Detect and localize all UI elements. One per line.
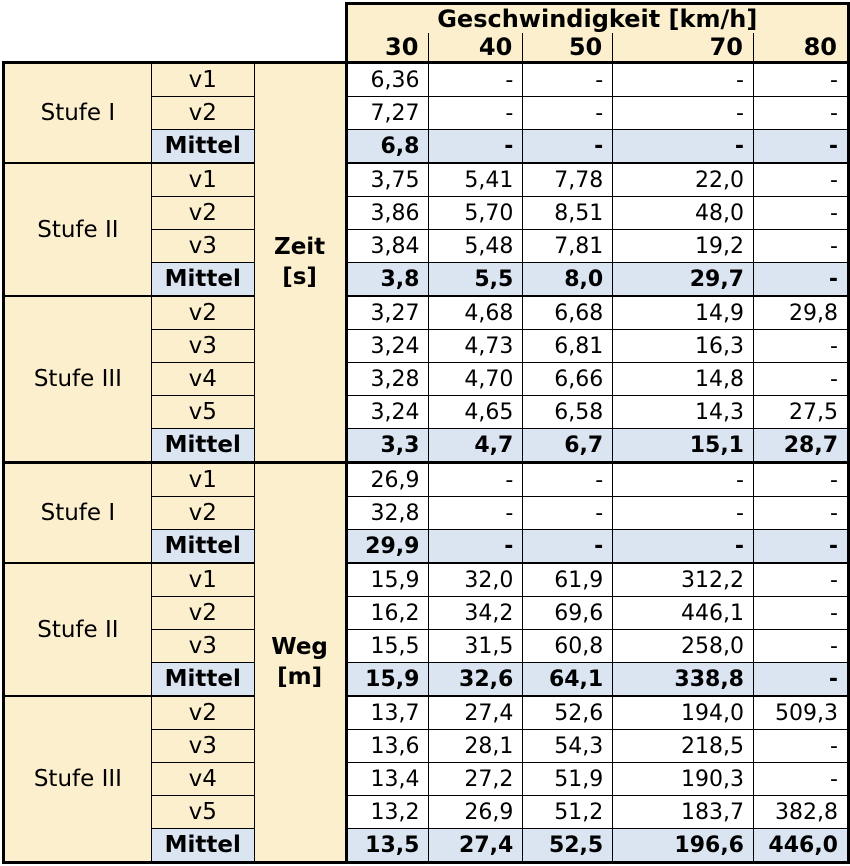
value-cell: 5,41	[429, 163, 523, 197]
value-cell: 3,84	[346, 230, 429, 263]
variant-label: v3	[151, 630, 254, 663]
mittel-value-cell: 4,7	[429, 429, 523, 463]
variant-label: v1	[151, 463, 254, 497]
speed-column-header: 70	[613, 33, 754, 63]
variant-label: v2	[151, 197, 254, 230]
value-cell: 27,5	[753, 396, 848, 429]
value-cell: 31,5	[429, 630, 523, 663]
value-cell: -	[613, 97, 754, 130]
value-cell: 6,81	[523, 330, 613, 363]
mittel-row-label: Mittel	[151, 429, 254, 463]
variant-label: v1	[151, 563, 254, 597]
mittel-value-cell: -	[753, 530, 848, 564]
value-cell: 29,8	[753, 296, 848, 330]
value-cell: 60,8	[523, 630, 613, 663]
unit-symbol: [m]	[277, 663, 323, 690]
variant-label: v5	[151, 396, 254, 429]
table-row	[4, 296, 849, 330]
variant-label: v4	[151, 763, 254, 796]
variant-label: v2	[151, 696, 254, 730]
unit-quantity: Zeit	[274, 233, 326, 260]
value-cell: 6,66	[523, 363, 613, 396]
value-cell: 15,9	[346, 563, 429, 597]
mittel-value-cell: -	[613, 530, 754, 564]
mittel-value-cell: 28,7	[753, 429, 848, 463]
table-row	[4, 696, 849, 730]
value-cell: 48,0	[613, 197, 754, 230]
value-cell: 14,8	[613, 363, 754, 396]
variant-label: v2	[151, 597, 254, 630]
value-cell: -	[753, 463, 848, 497]
stage-label: Stufe I	[4, 63, 152, 164]
value-cell: -	[429, 63, 523, 97]
mittel-row-label: Mittel	[151, 663, 254, 697]
value-cell: 51,9	[523, 763, 613, 796]
mittel-value-cell: 29,9	[346, 530, 429, 564]
value-cell: 382,8	[753, 796, 848, 829]
mittel-value-cell: 3,3	[346, 429, 429, 463]
value-cell: -	[523, 63, 613, 97]
variant-label: v1	[151, 63, 254, 97]
variant-label: v2	[151, 497, 254, 530]
value-cell: -	[753, 597, 848, 630]
value-cell: -	[753, 63, 848, 97]
mittel-value-cell: -	[429, 530, 523, 564]
table-row	[4, 463, 849, 497]
measurement-table	[2, 2, 850, 864]
value-cell: 54,3	[523, 730, 613, 763]
table-body	[4, 4, 849, 863]
value-cell: 3,24	[346, 330, 429, 363]
value-cell: -	[613, 63, 754, 97]
value-cell: -	[429, 97, 523, 130]
value-cell: 13,6	[346, 730, 429, 763]
mittel-value-cell: 29,7	[613, 263, 754, 297]
corner-spacer	[4, 4, 347, 34]
value-cell: 7,27	[346, 97, 429, 130]
value-cell: -	[613, 497, 754, 530]
variant-label: v1	[151, 163, 254, 197]
mittel-value-cell: -	[753, 663, 848, 697]
value-cell: 509,3	[753, 696, 848, 730]
variant-label: v3	[151, 230, 254, 263]
value-cell: 8,51	[523, 197, 613, 230]
value-cell: 194,0	[613, 696, 754, 730]
variant-label: v3	[151, 730, 254, 763]
value-cell: 52,6	[523, 696, 613, 730]
value-cell: -	[753, 97, 848, 130]
table-row	[4, 563, 849, 597]
mittel-row-label: Mittel	[151, 829, 254, 863]
value-cell: 69,6	[523, 597, 613, 630]
mittel-row-label: Mittel	[151, 130, 254, 164]
value-cell: -	[753, 630, 848, 663]
value-cell: -	[753, 730, 848, 763]
value-cell: 258,0	[613, 630, 754, 663]
mittel-value-cell: 6,8	[346, 130, 429, 164]
mittel-value-cell: 13,5	[346, 829, 429, 863]
stage-label: Stufe I	[4, 463, 152, 564]
value-cell: -	[753, 497, 848, 530]
mittel-value-cell: 5,5	[429, 263, 523, 297]
mittel-value-cell: -	[753, 263, 848, 297]
table-row	[4, 63, 849, 97]
value-cell: 28,1	[429, 730, 523, 763]
unit-quantity: Weg	[271, 633, 328, 660]
value-cell: -	[523, 97, 613, 130]
value-cell: 4,68	[429, 296, 523, 330]
value-cell: 4,70	[429, 363, 523, 396]
value-cell: 13,4	[346, 763, 429, 796]
value-cell: -	[429, 463, 523, 497]
value-cell: 4,73	[429, 330, 523, 363]
mittel-value-cell: -	[429, 130, 523, 164]
value-cell: 32,8	[346, 497, 429, 530]
value-cell: 3,75	[346, 163, 429, 197]
header-speed-row	[4, 33, 849, 63]
speed-column-header: 40	[429, 33, 523, 63]
value-cell: 6,68	[523, 296, 613, 330]
value-cell: 446,1	[613, 597, 754, 630]
value-cell: 183,7	[613, 796, 754, 829]
variant-label: v2	[151, 296, 254, 330]
value-cell: -	[753, 563, 848, 597]
variant-label: v3	[151, 330, 254, 363]
corner-spacer	[4, 33, 347, 63]
mittel-value-cell: 446,0	[753, 829, 848, 863]
value-cell: -	[429, 497, 523, 530]
value-cell: 6,58	[523, 396, 613, 429]
mittel-value-cell: 15,1	[613, 429, 754, 463]
speed-column-header: 50	[523, 33, 613, 63]
mittel-value-cell: -	[523, 530, 613, 564]
value-cell: -	[753, 330, 848, 363]
value-cell: 190,3	[613, 763, 754, 796]
mittel-value-cell: 3,8	[346, 263, 429, 297]
value-cell: 19,2	[613, 230, 754, 263]
value-cell: 22,0	[613, 163, 754, 197]
mittel-value-cell: 338,8	[613, 663, 754, 697]
value-cell: 27,2	[429, 763, 523, 796]
value-cell: 16,2	[346, 597, 429, 630]
value-cell: -	[613, 463, 754, 497]
value-cell: 3,86	[346, 197, 429, 230]
stage-label: Stufe III	[4, 696, 152, 863]
mittel-value-cell: -	[523, 130, 613, 164]
value-cell: 16,3	[613, 330, 754, 363]
mittel-value-cell: 196,6	[613, 829, 754, 863]
mittel-value-cell: 27,4	[429, 829, 523, 863]
variant-label: v4	[151, 363, 254, 396]
mittel-value-cell: 52,5	[523, 829, 613, 863]
value-cell: -	[753, 230, 848, 263]
value-cell: 5,48	[429, 230, 523, 263]
mittel-value-cell: 64,1	[523, 663, 613, 697]
speed-column-header: 80	[753, 33, 848, 63]
value-cell: 218,5	[613, 730, 754, 763]
unit-label	[254, 463, 346, 863]
header-title: Geschwindigkeit [km/h]	[346, 4, 848, 34]
value-cell: 14,3	[613, 396, 754, 429]
mittel-value-cell: 32,6	[429, 663, 523, 697]
value-cell: 14,9	[613, 296, 754, 330]
table-row	[4, 163, 849, 197]
value-cell: 26,9	[346, 463, 429, 497]
stage-label: Stufe II	[4, 163, 152, 296]
mittel-value-cell: -	[753, 130, 848, 164]
value-cell: 7,78	[523, 163, 613, 197]
value-cell: 27,4	[429, 696, 523, 730]
value-cell: 4,65	[429, 396, 523, 429]
value-cell: -	[753, 763, 848, 796]
value-cell: -	[523, 463, 613, 497]
value-cell: 3,24	[346, 396, 429, 429]
value-cell: 3,28	[346, 363, 429, 396]
value-cell: -	[753, 363, 848, 396]
value-cell: 3,27	[346, 296, 429, 330]
mittel-value-cell: 8,0	[523, 263, 613, 297]
value-cell: 312,2	[613, 563, 754, 597]
value-cell: -	[523, 497, 613, 530]
variant-label: v5	[151, 796, 254, 829]
value-cell: 6,36	[346, 63, 429, 97]
stage-label: Stufe III	[4, 296, 152, 463]
mittel-row-label: Mittel	[151, 530, 254, 564]
value-cell: 5,70	[429, 197, 523, 230]
header-title-row	[4, 4, 849, 34]
value-cell: 13,7	[346, 696, 429, 730]
mittel-row-label: Mittel	[151, 263, 254, 297]
value-cell: -	[753, 197, 848, 230]
value-cell: 26,9	[429, 796, 523, 829]
value-cell: 51,2	[523, 796, 613, 829]
value-cell: 15,5	[346, 630, 429, 663]
stage-label: Stufe II	[4, 563, 152, 696]
unit-label	[254, 63, 346, 463]
speed-column-header: 30	[346, 33, 429, 63]
value-cell: -	[753, 163, 848, 197]
mittel-value-cell: -	[613, 130, 754, 164]
value-cell: 32,0	[429, 563, 523, 597]
value-cell: 7,81	[523, 230, 613, 263]
value-cell: 61,9	[523, 563, 613, 597]
unit-symbol: [s]	[282, 263, 317, 290]
mittel-value-cell: 15,9	[346, 663, 429, 697]
variant-label: v2	[151, 97, 254, 130]
value-cell: 34,2	[429, 597, 523, 630]
value-cell: 13,2	[346, 796, 429, 829]
mittel-value-cell: 6,7	[523, 429, 613, 463]
